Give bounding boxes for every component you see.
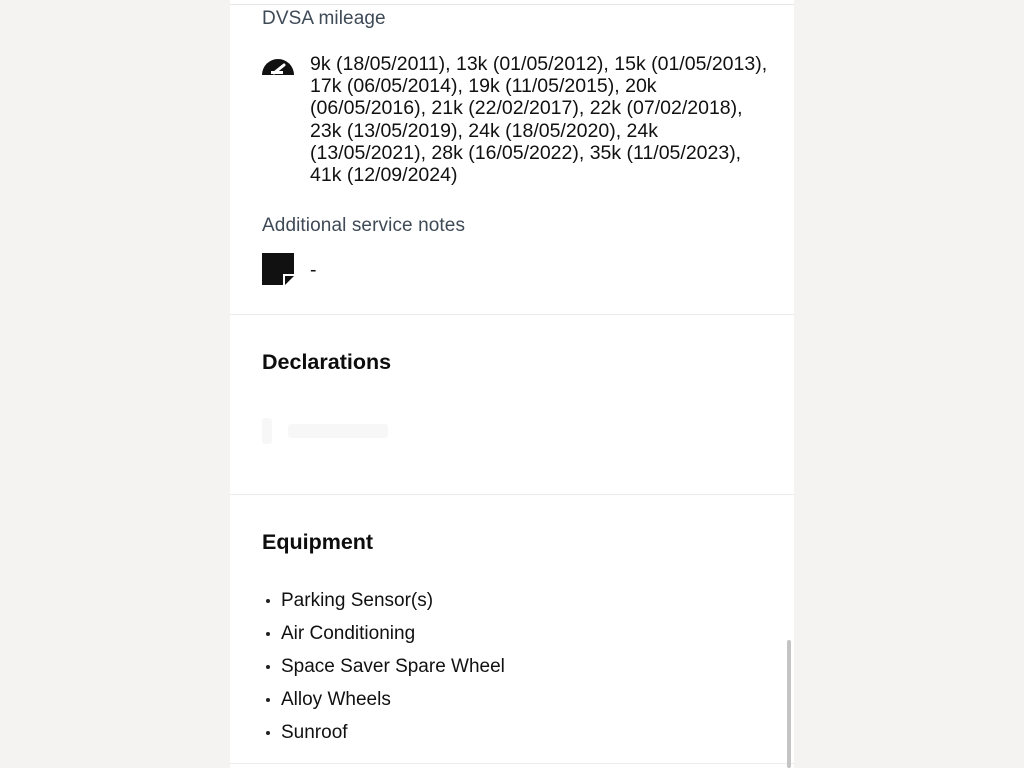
declarations-heading: Declarations xyxy=(262,350,392,374)
vehicle-details-panel xyxy=(230,0,794,768)
declarations-placeholder-icon xyxy=(262,418,272,444)
service-notes-row xyxy=(262,253,770,285)
bullet-icon xyxy=(266,665,270,669)
bullet-icon xyxy=(266,632,270,636)
list-item xyxy=(266,716,505,749)
bullet-icon xyxy=(266,599,270,603)
dvsa-mileage-label: DVSA mileage xyxy=(262,8,386,29)
speedometer-icon xyxy=(262,50,294,82)
equipment-item-label: Space Saver Spare Wheel xyxy=(281,655,505,677)
section-divider xyxy=(230,494,794,495)
list-item xyxy=(266,584,505,617)
service-notes-label: Additional service notes xyxy=(262,215,466,236)
equipment-item-label: Air Conditioning xyxy=(281,622,416,644)
service-notes-value: - xyxy=(310,259,317,281)
mileage-history-text: 9k (18/05/2011), 13k (01/05/2012), 15k (01/05/2013), 17k (06/05/2014), 19k (11/05/2015), 20k (06/05/2016), 21k (22/02/2017), 22k (07/02/2018), 23k (13/05/2019), 24k (18/05/2020), 24k (13/05/2021), 28k (16/05/2022), 35k (11/05/2023), 41k (12/09/2024) xyxy=(310,53,768,187)
equipment-item-label: Sunroof xyxy=(281,721,348,743)
list-item xyxy=(266,683,505,716)
equipment-heading: Equipment xyxy=(262,530,374,554)
equipment-item-label: Alloy Wheels xyxy=(281,688,391,710)
declarations-placeholder-line xyxy=(288,424,388,438)
mileage-row xyxy=(262,50,770,186)
section-divider xyxy=(230,314,794,315)
scrollbar[interactable] xyxy=(787,640,791,768)
bullet-icon xyxy=(266,698,270,702)
note-icon xyxy=(262,253,294,285)
list-item xyxy=(266,617,505,650)
bullet-icon xyxy=(266,731,270,735)
equipment-item-label: Parking Sensor(s) xyxy=(281,589,434,611)
equipment-list xyxy=(266,584,505,749)
list-item xyxy=(266,650,505,683)
top-divider xyxy=(230,4,794,5)
section-divider xyxy=(230,763,794,764)
